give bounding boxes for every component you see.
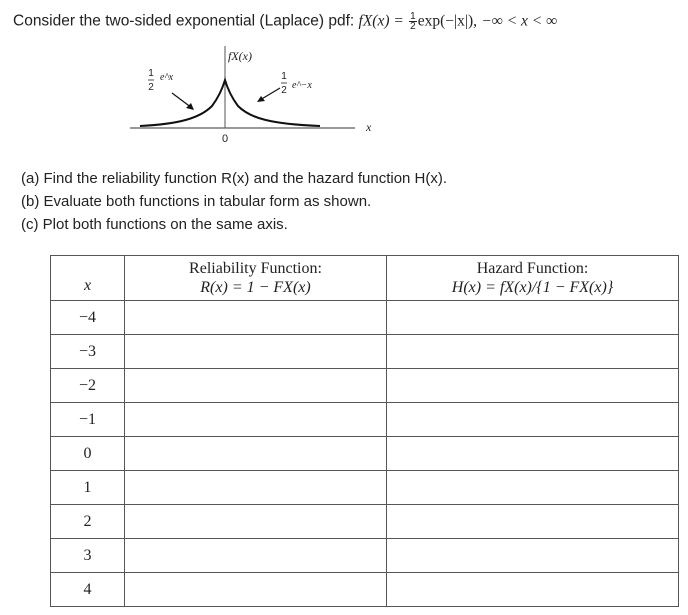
hazard-cell[interactable]	[387, 471, 679, 505]
reliability-cell[interactable]	[125, 471, 387, 505]
reliability-cell[interactable]	[125, 301, 387, 335]
answer-table	[50, 255, 679, 607]
reliability-cell[interactable]	[125, 369, 387, 403]
intro-text: Consider the two-sided exponential (Laplace) pdf:	[13, 12, 355, 30]
x-value: −4	[51, 301, 125, 335]
hazard-cell[interactable]	[387, 403, 679, 437]
hazard-cell[interactable]	[387, 505, 679, 539]
x-value: 3	[51, 539, 125, 573]
reliability-cell[interactable]	[125, 573, 387, 607]
right-frac-den: 2	[281, 85, 287, 96]
y-axis-label: fX(x)	[228, 49, 252, 63]
reliability-cell[interactable]	[125, 335, 387, 369]
x-value: 1	[51, 471, 125, 505]
col-reliability-header	[125, 256, 387, 301]
table-row	[51, 573, 679, 607]
hazard-title: Hazard Function:	[476, 260, 589, 277]
col-hazard-header	[387, 256, 679, 301]
left-curve-label: e^x	[160, 72, 174, 83]
table-row	[51, 437, 679, 471]
reliability-cell[interactable]	[125, 437, 387, 471]
x-axis-label: x	[366, 120, 372, 134]
part-c: (c) Plot both functions on the same axis.	[21, 216, 288, 233]
x-value: −3	[51, 335, 125, 369]
x-value: 0	[51, 437, 125, 471]
table-header-row	[51, 256, 679, 301]
question-parts	[21, 167, 447, 236]
left-frac-num: 1	[148, 68, 154, 79]
hazard-cell[interactable]	[387, 437, 679, 471]
part-b: (b) Evaluate both functions in tabular form as shown.	[21, 193, 372, 210]
reliability-cell[interactable]	[125, 539, 387, 573]
col-x-header: x	[51, 256, 125, 301]
x-value: −1	[51, 403, 125, 437]
origin-label: 0	[221, 133, 229, 145]
table-row	[51, 539, 679, 573]
table-row	[51, 301, 679, 335]
table-row	[51, 335, 679, 369]
part-a: (a) Find the reliability function R(x) and the hazard function H(x).	[21, 170, 448, 187]
right-arrow	[260, 88, 280, 100]
table-row	[51, 403, 679, 437]
laplace-pdf-figure	[130, 38, 390, 150]
hazard-formula: H(x) = fX(x)/{1 − FX(x)}	[451, 279, 614, 296]
reliability-cell[interactable]	[125, 403, 387, 437]
hazard-cell[interactable]	[387, 539, 679, 573]
pdf-lhs: fX(x) =	[358, 12, 404, 30]
table-row	[51, 369, 679, 403]
x-value: 4	[51, 573, 125, 607]
right-frac-num: 1	[281, 71, 287, 82]
table-row	[51, 505, 679, 539]
pdf-rhs: exp(−|x|),	[417, 12, 477, 30]
reliability-formula: R(x) = 1 − FX(x)	[200, 279, 311, 296]
problem-statement	[13, 12, 557, 31]
x-value: −2	[51, 369, 125, 403]
pdf-domain: −∞ < x < ∞	[481, 12, 558, 30]
left-frac-den: 2	[148, 82, 154, 93]
hazard-cell[interactable]	[387, 301, 679, 335]
table-row	[51, 471, 679, 505]
hazard-cell[interactable]	[387, 335, 679, 369]
x-value: 2	[51, 505, 125, 539]
right-curve-label: e^−x	[292, 80, 312, 91]
reliability-cell[interactable]	[125, 505, 387, 539]
right-arrow-head	[257, 96, 265, 102]
pdf-fraction: $\frac{1}{2}$	[410, 11, 416, 32]
hazard-cell[interactable]	[387, 573, 679, 607]
reliability-title: Reliability Function:	[189, 260, 322, 277]
hazard-cell[interactable]	[387, 369, 679, 403]
